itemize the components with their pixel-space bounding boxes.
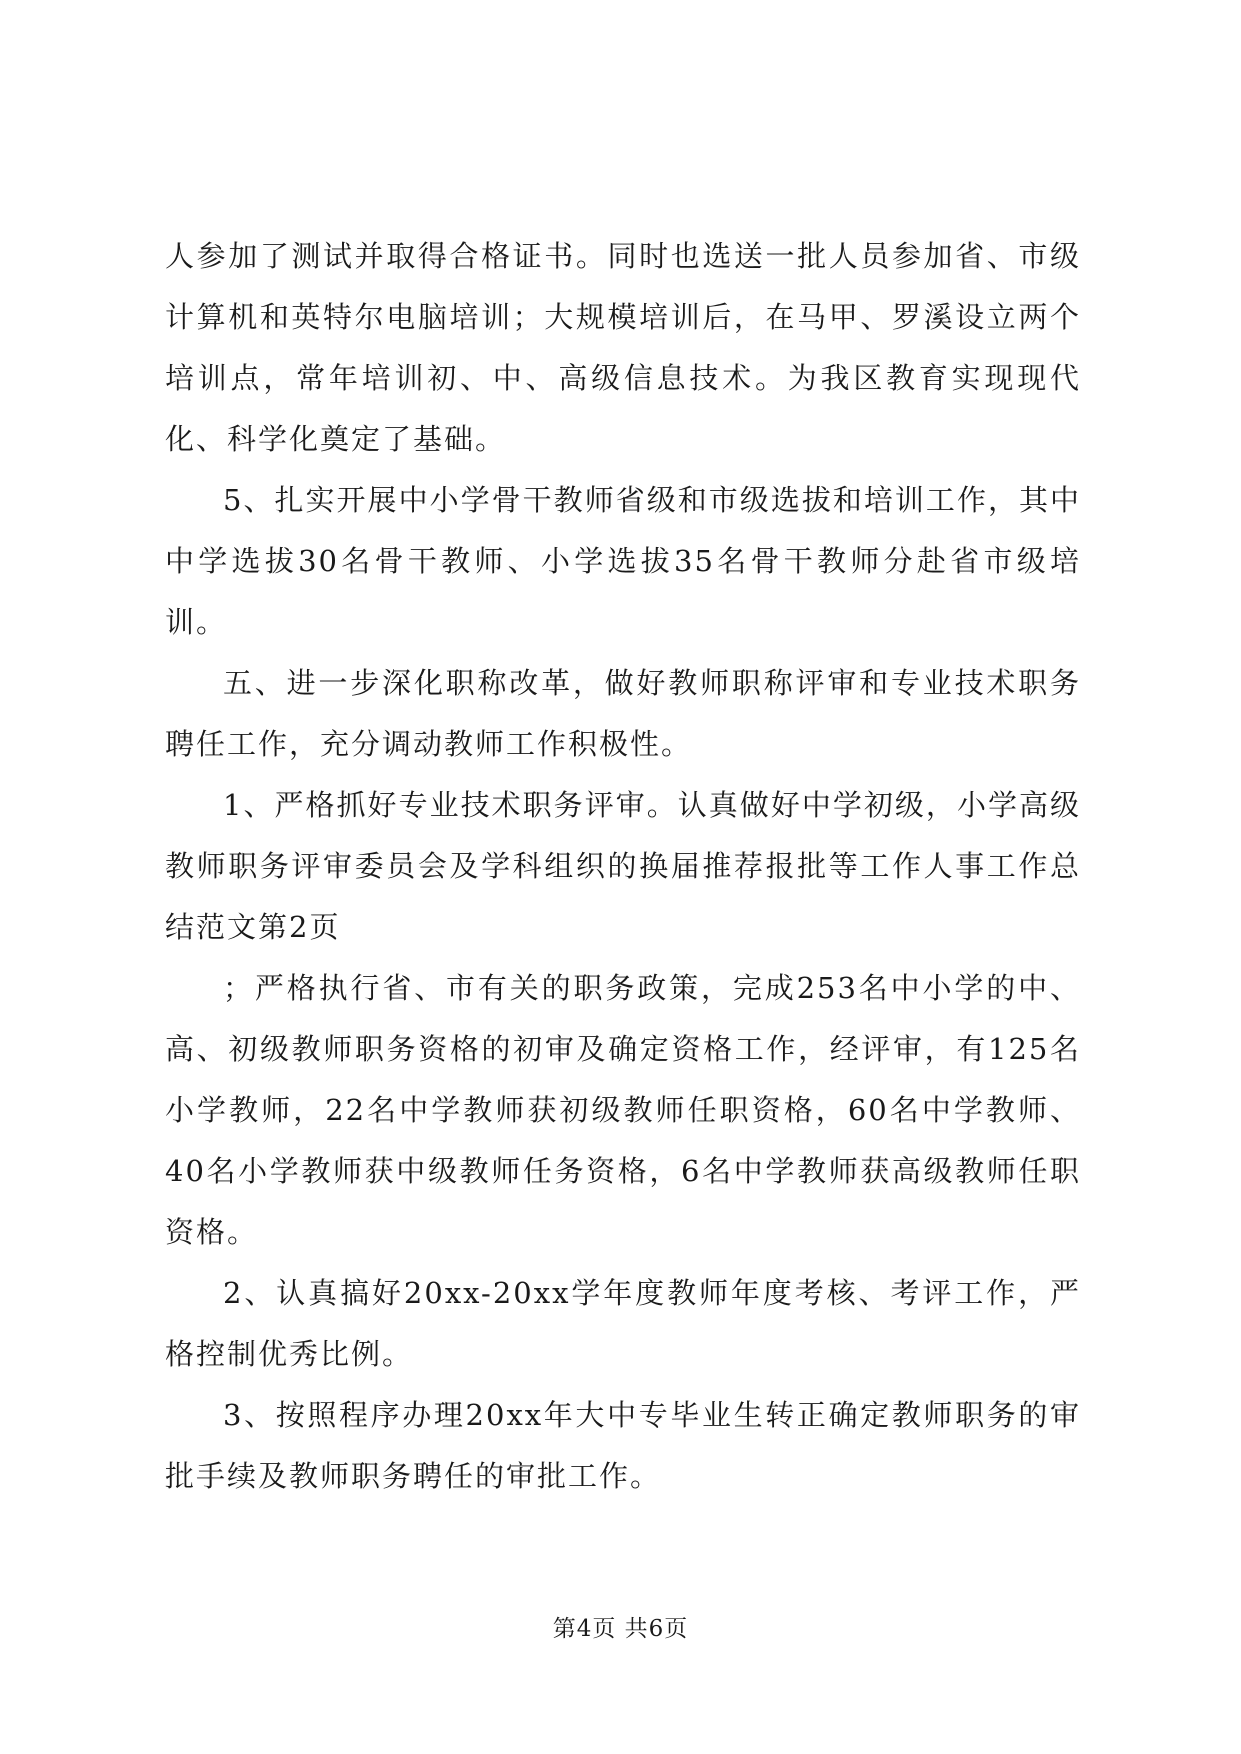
paragraph-section-5: 五、进一步深化职称改革，做好教师职称评审和专业技术职务聘任工作，充分调动教师工作积极性。 (165, 666, 1081, 761)
paragraph-item-5: 5、扎实开展中小学骨干教师省级和市级选拔和培训工作，其中中学选拔30名骨干教师、小学选拔35名骨干教师分赴省市级培训。 (165, 483, 1081, 639)
document-body (165, 226, 1081, 1507)
paragraph-item-1-continued: ；严格执行省、市有关的职务政策，完成253名中小学的中、高、初级教师职务资格的初审及确定资格工作，经评审，有125名小学教师，22名中学教师获初级教师任职资格，60名中学教师、40名小学教师获中级教师任务资格，6名中学教师获高级教师任职资格。 (165, 971, 1081, 1249)
paragraph-item-3: 3、按照程序办理20xx年大中专毕业生转正确定教师职务的审批手续及教师职务聘任的审批工作。 (165, 1398, 1081, 1493)
paragraph-item-2: 2、认真搞好20xx-20xx学年度教师年度考核、考评工作，严格控制优秀比例。 (165, 1276, 1081, 1371)
paragraph-item-1: 1、严格抓好专业技术职务评审。认真做好中学初级，小学高级教师职务评审委员会及学科组织的换届推荐报批等工作人事工作总结范文第2页 (165, 788, 1081, 944)
paragraph-continuation: 人参加了测试并取得合格证书。同时也选送一批人员参加省、市级计算机和英特尔电脑培训；大规模培训后，在马甲、罗溪设立两个培训点，常年培训初、中、高级信息技术。为我区教育实现现代化、科学化奠定了基础。 (165, 239, 1081, 456)
page-footer: 第4页 共6页 (552, 1616, 689, 1642)
